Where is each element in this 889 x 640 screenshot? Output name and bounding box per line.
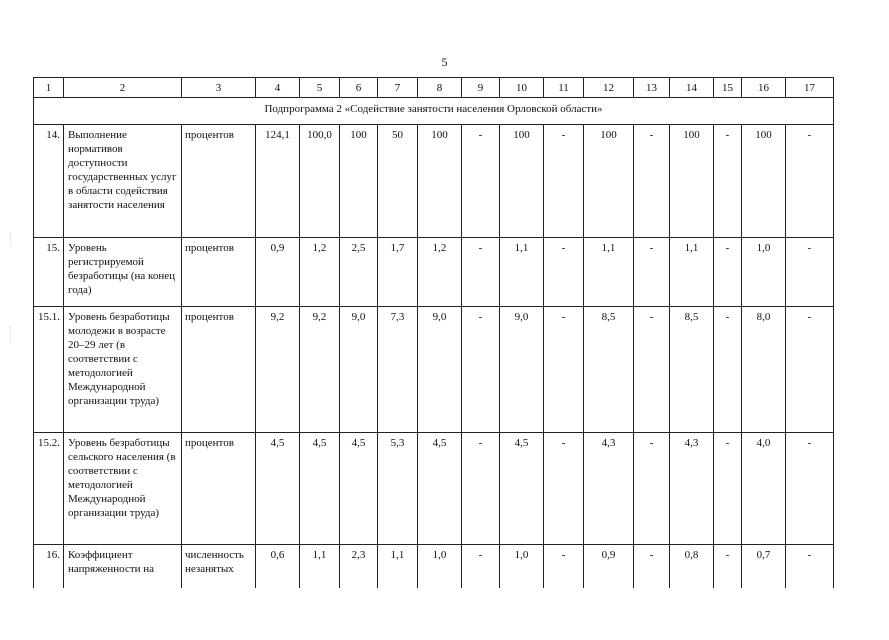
value-cell: 1,0 (500, 545, 544, 589)
value-cell: 2,5 (340, 238, 378, 307)
value-cell: 4,5 (300, 433, 340, 545)
header-cell: 11 (544, 78, 584, 98)
value-cell: 9,0 (418, 307, 462, 433)
row-number: 15.1. (34, 307, 64, 433)
value-cell: 4,5 (256, 433, 300, 545)
unit-cell: процентов (182, 125, 256, 238)
header-cell: 4 (256, 78, 300, 98)
value-cell: - (544, 545, 584, 589)
value-cell: - (462, 125, 500, 238)
value-cell: 1,1 (584, 238, 634, 307)
value-cell: - (462, 433, 500, 545)
table-row (34, 238, 834, 307)
table-row (34, 307, 834, 433)
value-cell: 9,2 (256, 307, 300, 433)
value-cell: - (714, 125, 742, 238)
header-cell: 7 (378, 78, 418, 98)
value-cell: - (786, 125, 834, 238)
value-cell: - (462, 545, 500, 589)
header-cell: 12 (584, 78, 634, 98)
header-cell: 1 (34, 78, 64, 98)
scan-artifact (10, 232, 14, 246)
header-cell: 2 (64, 78, 182, 98)
value-cell: 0,6 (256, 545, 300, 589)
value-cell: 2,3 (340, 545, 378, 589)
value-cell: 8,0 (742, 307, 786, 433)
value-cell: - (714, 433, 742, 545)
value-cell: 9,0 (500, 307, 544, 433)
value-cell: 100 (500, 125, 544, 238)
unit-cell: численность незанятых (182, 545, 256, 589)
value-cell: - (714, 545, 742, 589)
value-cell: - (786, 545, 834, 589)
page-number: 5 (441, 55, 448, 69)
value-cell: - (634, 238, 670, 307)
unit-cell: процентов (182, 238, 256, 307)
value-cell: 4,3 (584, 433, 634, 545)
value-cell: 1,1 (670, 238, 714, 307)
row-number: 16. (34, 545, 64, 589)
table-row (34, 433, 834, 545)
value-cell: - (786, 433, 834, 545)
value-cell: 8,5 (670, 307, 714, 433)
value-cell: - (544, 238, 584, 307)
value-cell: 4,3 (670, 433, 714, 545)
header-cell: 9 (462, 78, 500, 98)
value-cell: 1,1 (500, 238, 544, 307)
header-cell: 6 (340, 78, 378, 98)
value-cell: 7,3 (378, 307, 418, 433)
value-cell: - (462, 307, 500, 433)
header-cell: 15 (714, 78, 742, 98)
value-cell: 1,7 (378, 238, 418, 307)
value-cell: 100 (742, 125, 786, 238)
value-cell: - (786, 307, 834, 433)
value-cell: - (634, 125, 670, 238)
value-cell: 0,9 (256, 238, 300, 307)
value-cell: 1,2 (300, 238, 340, 307)
value-cell: 1,0 (742, 238, 786, 307)
table-row (34, 125, 834, 238)
value-cell: 100 (340, 125, 378, 238)
header-cell: 13 (634, 78, 670, 98)
value-cell: - (634, 307, 670, 433)
value-cell: 100 (418, 125, 462, 238)
subprogram-row (34, 98, 834, 125)
value-cell: 5,3 (378, 433, 418, 545)
value-cell: - (786, 238, 834, 307)
value-cell: 1,0 (418, 545, 462, 589)
value-cell: 8,5 (584, 307, 634, 433)
value-cell: - (544, 125, 584, 238)
value-cell: - (714, 307, 742, 433)
value-cell: 0,8 (670, 545, 714, 589)
unit-cell: процентов (182, 433, 256, 545)
value-cell: 4,5 (418, 433, 462, 545)
value-cell: 4,5 (500, 433, 544, 545)
header-cell: 16 (742, 78, 786, 98)
value-cell: 100,0 (300, 125, 340, 238)
value-cell: 1,1 (300, 545, 340, 589)
header-row (34, 78, 834, 98)
header-cell: 3 (182, 78, 256, 98)
indicator-name: Коэффициент напряженности на (64, 545, 182, 589)
indicator-name: Уровень безработицы молодежи в возрасте 20–29 лет (в соответствии с методологией Международной организации труда) (64, 307, 182, 433)
indicator-name: Выполнение нормативов доступности государственных услуг в области содействия занятости населения (64, 125, 182, 238)
row-number: 15. (34, 238, 64, 307)
scan-artifact (10, 326, 14, 344)
row-number: 15.2. (34, 433, 64, 545)
value-cell: - (634, 545, 670, 589)
unit-cell: процентов (182, 307, 256, 433)
indicator-name: Уровень регистрируемой безработицы (на конец года) (64, 238, 182, 307)
value-cell: 0,9 (584, 545, 634, 589)
value-cell: 1,1 (378, 545, 418, 589)
value-cell: 100 (584, 125, 634, 238)
row-number: 14. (34, 125, 64, 238)
value-cell: - (544, 433, 584, 545)
header-cell: 10 (500, 78, 544, 98)
value-cell: 0,7 (742, 545, 786, 589)
value-cell: - (634, 433, 670, 545)
value-cell: 4,5 (340, 433, 378, 545)
table-row (34, 545, 834, 589)
header-cell: 8 (418, 78, 462, 98)
header-cell: 14 (670, 78, 714, 98)
header-cell: 17 (786, 78, 834, 98)
value-cell: 9,0 (340, 307, 378, 433)
indicators-table (33, 77, 834, 588)
header-cell: 5 (300, 78, 340, 98)
value-cell: - (462, 238, 500, 307)
value-cell: 4,0 (742, 433, 786, 545)
indicator-name: Уровень безработицы сельского населения (в соответствии с методологией Международной организации труда) (64, 433, 182, 545)
subprogram-title: Подпрограмма 2 «Содействие занятости населения Орловской области» (34, 98, 834, 125)
value-cell: 100 (670, 125, 714, 238)
value-cell: 50 (378, 125, 418, 238)
value-cell: 1,2 (418, 238, 462, 307)
value-cell: 124,1 (256, 125, 300, 238)
value-cell: - (544, 307, 584, 433)
value-cell: 9,2 (300, 307, 340, 433)
value-cell: - (714, 238, 742, 307)
